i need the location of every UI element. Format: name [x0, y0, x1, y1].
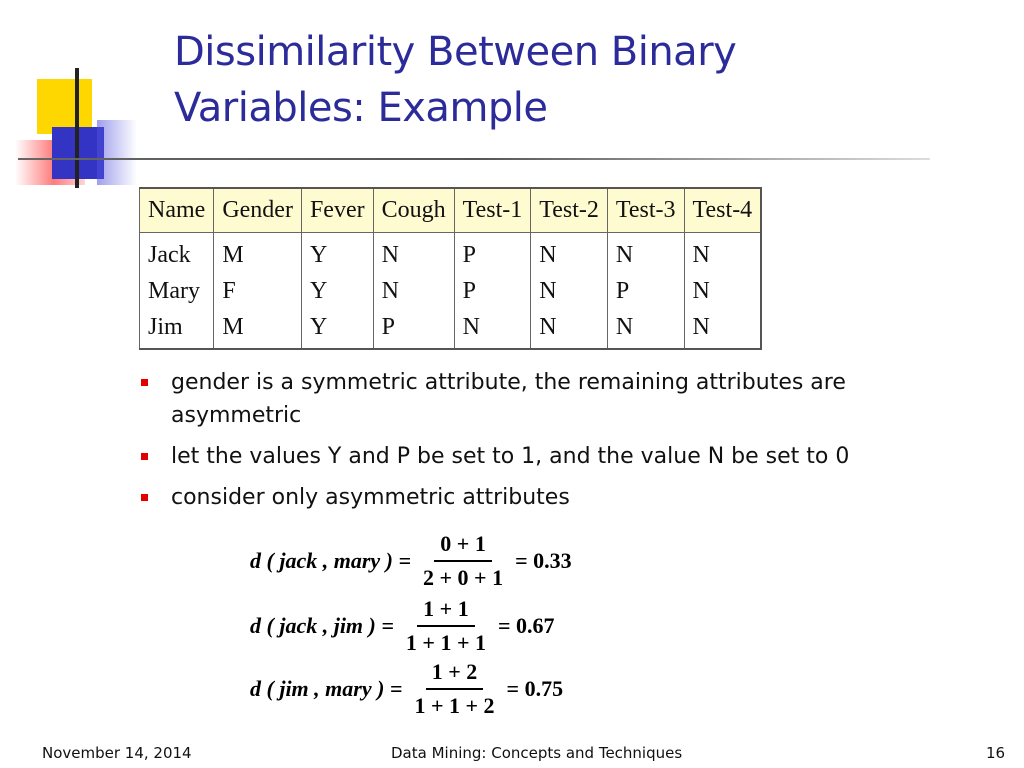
formula-jack-mary [250, 531, 572, 591]
formula-result: = 0.33 [515, 548, 572, 573]
table-cell: P [615, 278, 630, 304]
footer-center-text: Data Mining: Concepts and Techniques [391, 744, 683, 762]
slide-logo [0, 0, 150, 200]
logo-yellow-square [37, 79, 92, 134]
column-cough [373, 233, 454, 350]
bullet-marker-icon [141, 494, 148, 501]
column-header: Test-4 [684, 188, 761, 233]
table-cell: N [692, 242, 710, 268]
formula-numerator: 1 + 2 [426, 659, 484, 690]
column-header: Test-3 [607, 188, 684, 233]
table-cell: N [539, 278, 557, 304]
table-cell: Y [309, 242, 328, 268]
footer-page-number: 16 [986, 744, 1006, 762]
column-test-2 [531, 233, 608, 350]
table-header-row [140, 188, 762, 233]
bullet-item [140, 440, 960, 473]
formula-lhs: d ( jack , jim ) = [250, 613, 394, 638]
logo-blue-glow [97, 120, 137, 185]
table-cell: Y [309, 314, 328, 340]
footer-date: November 14, 2014 [42, 744, 192, 762]
formula-lhs: d ( jim , mary ) = [250, 676, 403, 701]
column-header: Fever [301, 188, 373, 233]
table-cell: M [222, 242, 244, 268]
table-cell: N [539, 314, 557, 340]
table-cell: Mary [148, 278, 200, 304]
table-cell: N [615, 242, 634, 268]
column-fever [301, 233, 373, 350]
bullet-item [140, 481, 960, 514]
logo-vertical-line [75, 68, 79, 188]
bullet-text: let the values Y and P be set to 1, and the value N be set to 0 [171, 444, 850, 469]
bullet-item [140, 366, 960, 432]
column-test-3 [607, 233, 684, 350]
formula-jack-jim [250, 596, 555, 656]
table-cell: F [222, 278, 236, 304]
table-cell: P [462, 278, 476, 304]
formula-numerator: 1 + 1 [417, 596, 475, 627]
bullet-list [140, 366, 960, 522]
column-name [140, 233, 214, 350]
formula-denominator: 1 + 1 + 1 [405, 630, 486, 655]
column-header: Cough [373, 188, 454, 233]
bullet-text: gender is a symmetric attribute, the remaining attributes are asymmetric [171, 370, 846, 428]
table-cell: Jack [148, 242, 191, 268]
table-cell: P [381, 314, 395, 340]
bullet-marker-icon [141, 453, 148, 460]
slide-title [174, 24, 994, 136]
column-gender [214, 233, 302, 350]
formula-result: = 0.75 [506, 676, 564, 701]
table-body-row [140, 233, 762, 350]
title-divider [18, 158, 930, 160]
bullet-marker-icon [141, 379, 148, 386]
formula-fraction [400, 596, 492, 656]
table-cell: Jim [148, 314, 183, 340]
column-header: Name [140, 188, 214, 233]
formula-denominator: 2 + 0 + 1 [423, 565, 504, 590]
table-cell: N [615, 314, 634, 340]
formula-fraction [417, 531, 509, 591]
table-cell: N [462, 314, 480, 340]
formula-fraction [408, 659, 500, 719]
formula-result: = 0.67 [497, 613, 555, 638]
slide-title-line-2: Variables: Example [174, 85, 548, 131]
slide-title-line-1: Dissimilarity Between Binary [174, 29, 737, 75]
table-cell: N [539, 242, 557, 268]
column-test-1 [454, 233, 531, 350]
table-cell: Y [309, 278, 328, 304]
table-cell: N [692, 278, 710, 304]
column-header: Gender [214, 188, 302, 233]
table-cell: M [222, 314, 244, 340]
column-test-4 [684, 233, 761, 350]
table-cell: N [381, 242, 399, 268]
column-header: Test-1 [454, 188, 531, 233]
table-cell: P [462, 242, 476, 268]
column-header: Test-2 [531, 188, 608, 233]
binary-data-table [139, 187, 762, 350]
table-cell: N [692, 314, 710, 340]
formula-jim-mary [250, 659, 563, 719]
formula-lhs: d ( jack , mary ) = [250, 548, 412, 573]
table-cell: N [381, 278, 399, 304]
bullet-text: consider only asymmetric attributes [171, 485, 570, 510]
formula-numerator: 0 + 1 [434, 531, 492, 562]
formula-denominator: 1 + 1 + 2 [414, 693, 495, 718]
